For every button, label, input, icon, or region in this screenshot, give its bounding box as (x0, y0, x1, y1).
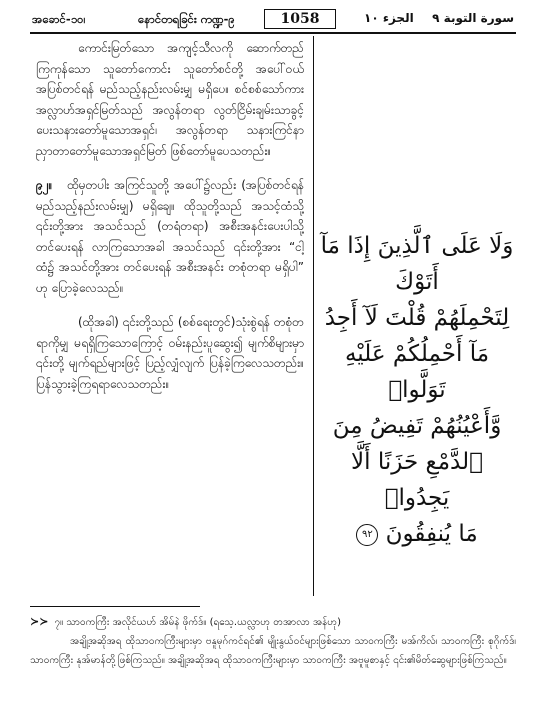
header-surah: سورة التوبة ٩ (432, 11, 514, 25)
footnote-body: အချို့အဆိုအရ ထိုသာဝကကြီးများမှာ ဗနူမုဂ်ကင်ရင်၏ မျိုးနွယ်ဝင်များဖြစ်သော သာဝကကြီး မအ်ကိလ်၊ သာဝကကြီး စုဂိုက်ဒ်၊ သာဝကကြီး နုအ်မာန်တို့ဖြစ်ကြသည်။ အချို့အဆိုအရ ထိုသာဝကကြီးများမှာ သာဝကကြီး အဗူမူစာနှင့် ၎င်း၏မိတ်ဆွေများဖြစ်ကြသည်။ (30, 636, 516, 666)
commentary-paragraph-2-text: ထိုမှတပါး အကြင်သူတို့ အပေါ်၌လည်း (အပြစ်တင်ရန် မည်သည့်နည်းလမ်းမျှ) မရှိချေ။ ထိုသူတို့သည် အသင့်ထံသို့ ၎င်းတို့အား အသင်သည် (တရံတရာ) အစီးအနင်းပေးပါသို့ တင်ပေးရန် လာကြသောအခါ အသင်သည် ၎င်းတို့အား “ငါ့ထံ၌ အသင်တို့အား တင်ပေးရန် အစီးအနင်း တစုံတရာ မရှိပါ” ဟု ပြောခဲ့လေသည်။ (36, 178, 304, 295)
arabic-line: ٱلدَّمْعِ حَزَنًا أَلَّا يَجِدُوا۟ (351, 449, 483, 511)
arabic-line: وَّأَعْيُنُهُمْ تَفِيضُ مِنَ (332, 413, 502, 439)
commentary-paragraph-3: (ထိုအခါ) ၎င်းတို့သည် (စစ်ရေးတွင်)သုံးစွဲရန် တစုံတရာကိုမျှ မရရှိကြသောကြောင့် ဝမ်းနည်းပူဆွေး၍ မျက်စိများမှာ ၎င်းတို့ မျက်ရည်များဖြင့် ပြည့်လျှံလျက် ပြန်ခဲ့ကြလေသတည်း။ ပြန်သွားခဲ့ကြရရာလေသတည်း။ (36, 315, 304, 391)
column-divider (313, 36, 314, 596)
header-juz: الجزء ١٠ (364, 11, 414, 25)
header-section-title: နောင်တရခြင်း ကဏ္ဍ-၉ (138, 12, 235, 26)
verse-number: ၉၂။ (36, 178, 53, 192)
header-rule (30, 32, 516, 34)
footnote-arrow-icon: ≻≻ (30, 615, 49, 628)
commentary-paragraph-1: ကောင်းမြတ်သော အကျင့်သီလကို ဆောက်တည်ကြကုန်သော သူတော်ကောင်း သူတော်စင်တို့ အပေါ်ဝယ် အပြစ်တင်ရန် မည်သည့်နည်းလမ်းမျှ မရှိပေ။ စင်စစ်သော်ကား အလ္လာဟ်အရှင်မြတ်သည် အလွန်တရာ လွတ်ငြိမ်းချမ်းသာခွင့် ပေးသနားတော်မူသောအရှင်၊ အလွန်တရာ သနားကြင်နာ ညှာတာတော်မူသောအရှင်မြတ် ဖြစ်တော်မူပေသတည်း။ (36, 41, 304, 158)
arabic-line: وَلَا عَلَى ٱلَّذِينَ إِذَا مَآ أَتَوْكَ (320, 233, 514, 295)
arabic-line: مَا يُنفِقُونَ (385, 521, 478, 547)
arabic-line: لِتَحْمِلَهُمْ قُلْتَ لَآ أَجِدُ (324, 305, 510, 331)
ayah-number-marker: ٩٢ (356, 524, 378, 546)
footnote-rule (30, 606, 200, 607)
page-header (30, 9, 516, 31)
header-ayah-range: အခောင်-၁၀၊ (32, 12, 86, 26)
page-number: 1058 (264, 9, 336, 29)
footnote-first-line (30, 612, 516, 632)
commentary-paragraph-2 (36, 175, 304, 298)
arabic-last-line (320, 516, 514, 552)
arabic-line: مَآ أَحْمِلُكُمْ عَلَيْهِ تَوَلَّوا۟ (344, 341, 490, 403)
arabic-verse-block (320, 228, 514, 552)
footnote-title: ၇။ သာဝကကြီး အလိုင်ယဟ် အိမ်နဲ ဖိုက်ဒ်။ (ရသေ့.ယလ္လာဟု တအာလာ အန်ဟု) (54, 617, 341, 628)
commentary-column (36, 38, 304, 408)
footnote (30, 612, 516, 670)
